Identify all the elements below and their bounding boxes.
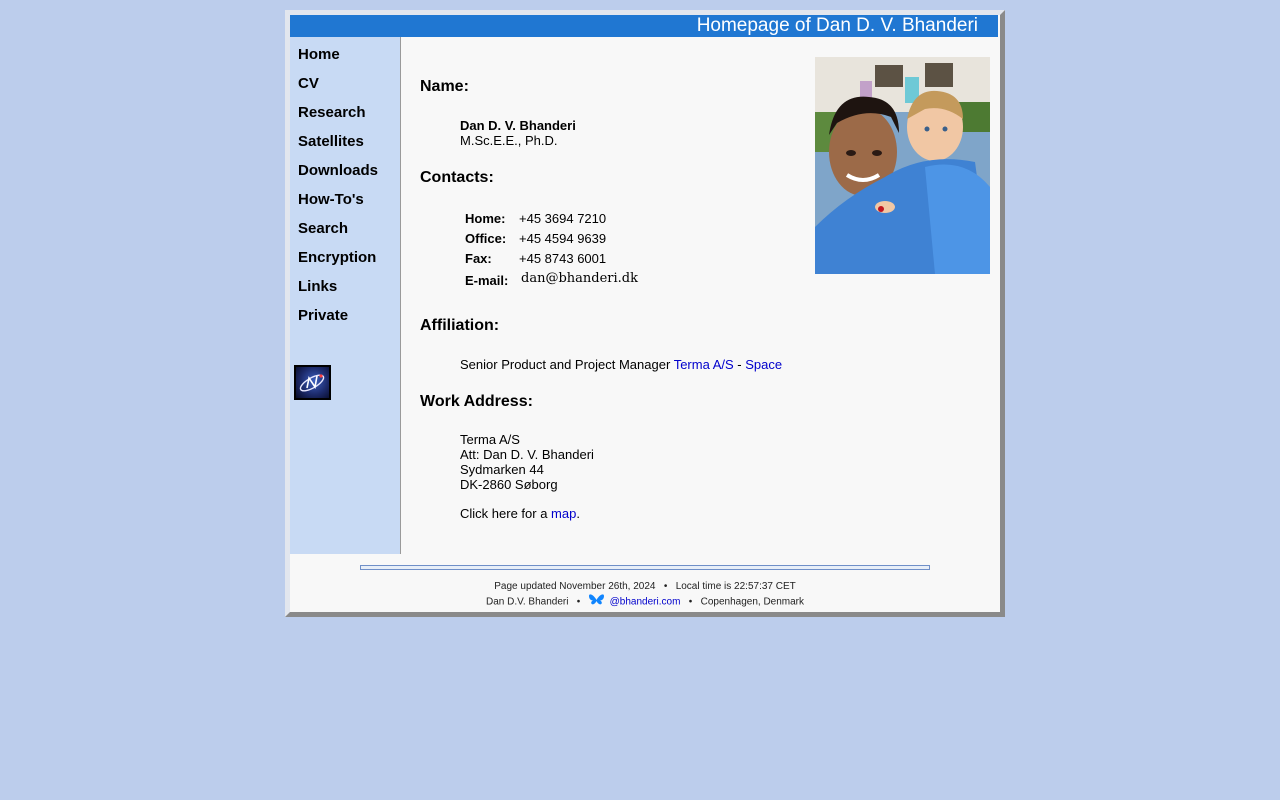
contact-label: E-mail: [465,273,509,288]
local-time: Local time is 22:57:37 CET [675,581,796,592]
page-updated: Page updated November 26th, 2024 [494,581,656,592]
sidebar-item-home[interactable]: Home [298,46,340,63]
sidebar-nav [298,46,378,336]
fax-number: +45 8743 6001 [519,251,607,266]
contact-label: Office: [465,231,507,246]
address-line: Terma A/S [460,432,520,447]
office-phone: +45 4594 9639 [519,231,607,246]
affiliation-role: Senior Product and Project Manager [460,357,671,372]
map-prefix: Click here for a [460,506,548,521]
sidebar [290,37,401,554]
contacts-heading: Contacts: [420,169,494,186]
contact-label: Home: [465,211,506,226]
home-phone: +45 3694 7210 [519,211,607,226]
footer-bullet: • [576,596,581,608]
main-content [420,37,990,554]
footer-location: Copenhagen, Denmark [700,596,805,608]
address-line: DK-2860 Søborg [460,477,558,492]
footer-line-2 [290,593,1000,611]
footer-bullet: • [688,596,693,608]
sidebar-item-satellites[interactable]: Satellites [298,133,364,150]
sidebar-item-links[interactable]: Links [298,278,338,295]
map-link[interactable]: map [551,506,577,521]
globe-logo-icon[interactable] [294,365,331,400]
affiliation-line [460,357,782,372]
email-address: dan@bhanderi.dk [521,271,638,286]
profile-photo [815,57,990,274]
sidebar-item-downloads[interactable]: Downloads [298,162,379,179]
sidebar-item-how-tos[interactable]: How-To's [298,191,364,208]
butterfly-icon[interactable] [588,593,605,611]
contact-label: Fax: [465,251,492,266]
social-handle-link[interactable]: @bhanderi.com [609,596,681,608]
sidebar-item-cv[interactable]: CV [298,75,319,92]
sidebar-item-search[interactable]: Search [298,220,349,237]
terma-link[interactable]: Terma A/S [673,357,734,372]
name-heading: Name: [420,78,469,95]
full-name: Dan D. V. Bhanderi [460,118,576,133]
affiliation-separator: - [737,357,742,372]
map-suffix: . [576,506,580,521]
sidebar-item-research[interactable]: Research [298,104,366,121]
footer-author: Dan D.V. Bhanderi [485,596,569,608]
work-address-heading: Work Address: [420,393,533,410]
sidebar-item-encryption[interactable]: Encryption [298,249,377,266]
space-link[interactable]: Space [745,357,783,372]
address-line: Att: Dan D. V. Bhanderi [460,447,594,462]
footer-line-1 [290,581,1000,592]
degrees: M.Sc.E.E., Ph.D. [460,133,558,148]
page-frame [285,10,1005,617]
affiliation-heading: Affiliation: [420,317,500,334]
page-title: Homepage of Dan D. V. Bhanderi [290,15,998,37]
footer-divider [360,565,930,570]
footer-bullet: • [663,581,668,592]
map-line [460,506,580,521]
address-line: Sydmarken 44 [460,462,544,477]
sidebar-item-private[interactable]: Private [298,307,349,324]
